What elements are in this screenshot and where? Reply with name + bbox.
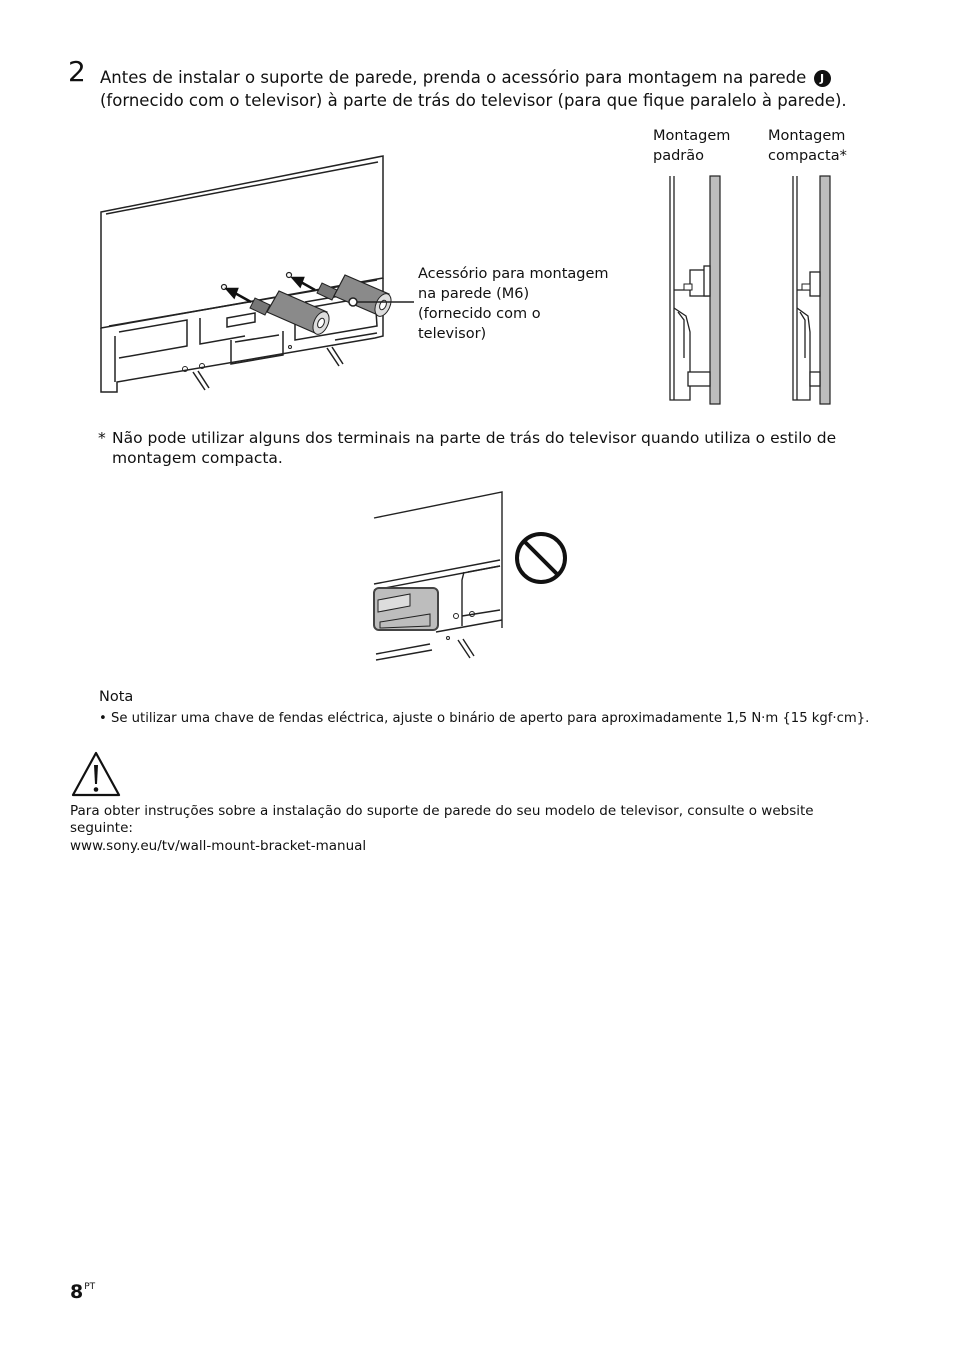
step-text-continued: (fornecido com o televisor) à parte de trás do televisor (para que fique paralelo à parede). bbox=[100, 91, 847, 110]
label-line: padrão bbox=[653, 148, 705, 164]
step-text: Antes de instalar o suporte de parede, prenda o acessório para montagem na parede bbox=[100, 68, 807, 87]
step-number: 2 bbox=[68, 55, 86, 88]
footnote-text: Não pode utilizar alguns dos terminais na parte de trás do televisor quando utiliza o estilo de montagem compacta. bbox=[112, 429, 837, 467]
note-heading: Nota bbox=[99, 689, 134, 705]
standard-mount-side-view bbox=[664, 172, 724, 406]
label-line: compacta* bbox=[768, 148, 847, 164]
compact-mount-side-view bbox=[788, 172, 838, 406]
warning-text: Para obter instruções sobre a instalação do suporte de parede do seu modelo de televisor, consulte o website seguinte: bbox=[70, 803, 814, 836]
blocked-terminals-illustration bbox=[370, 488, 576, 668]
warning-icon bbox=[70, 750, 122, 798]
page-language-code: PT bbox=[84, 1282, 96, 1292]
tv-rear-accessory-illustration bbox=[95, 150, 425, 402]
page-number bbox=[70, 1281, 95, 1303]
label-line: Montagem bbox=[653, 128, 731, 144]
support-url-link[interactable]: www.sony.eu/tv/wall-mount-bracket-manual bbox=[70, 838, 367, 854]
note-item bbox=[99, 710, 899, 728]
compact-mount-footnote bbox=[98, 428, 858, 468]
label-line: Montagem bbox=[768, 128, 846, 144]
bullet: • bbox=[99, 711, 107, 726]
callout-line: televisor) bbox=[418, 326, 487, 342]
note-item-text: Se utilizar uma chave de fendas eléctrica, ajuste o binário de aperto para aproximadamente 1,5 N·m {15 kgf·cm}. bbox=[110, 711, 870, 726]
callout-line: Acessório para montagem bbox=[418, 266, 609, 282]
page-number-value: 8 bbox=[70, 1281, 84, 1303]
accessory-callout bbox=[418, 264, 609, 344]
callout-line: (fornecido com o bbox=[418, 306, 541, 322]
step-instruction bbox=[100, 66, 900, 112]
callout-leader-line bbox=[348, 296, 418, 310]
compact-mount-label bbox=[768, 126, 847, 166]
prohibited-icon bbox=[517, 534, 565, 582]
standard-mount-label bbox=[653, 126, 730, 166]
footnote-marker: * bbox=[98, 429, 106, 447]
accessory-badge-icon: J bbox=[814, 70, 831, 87]
callout-line: na parede (M6) bbox=[418, 286, 530, 302]
